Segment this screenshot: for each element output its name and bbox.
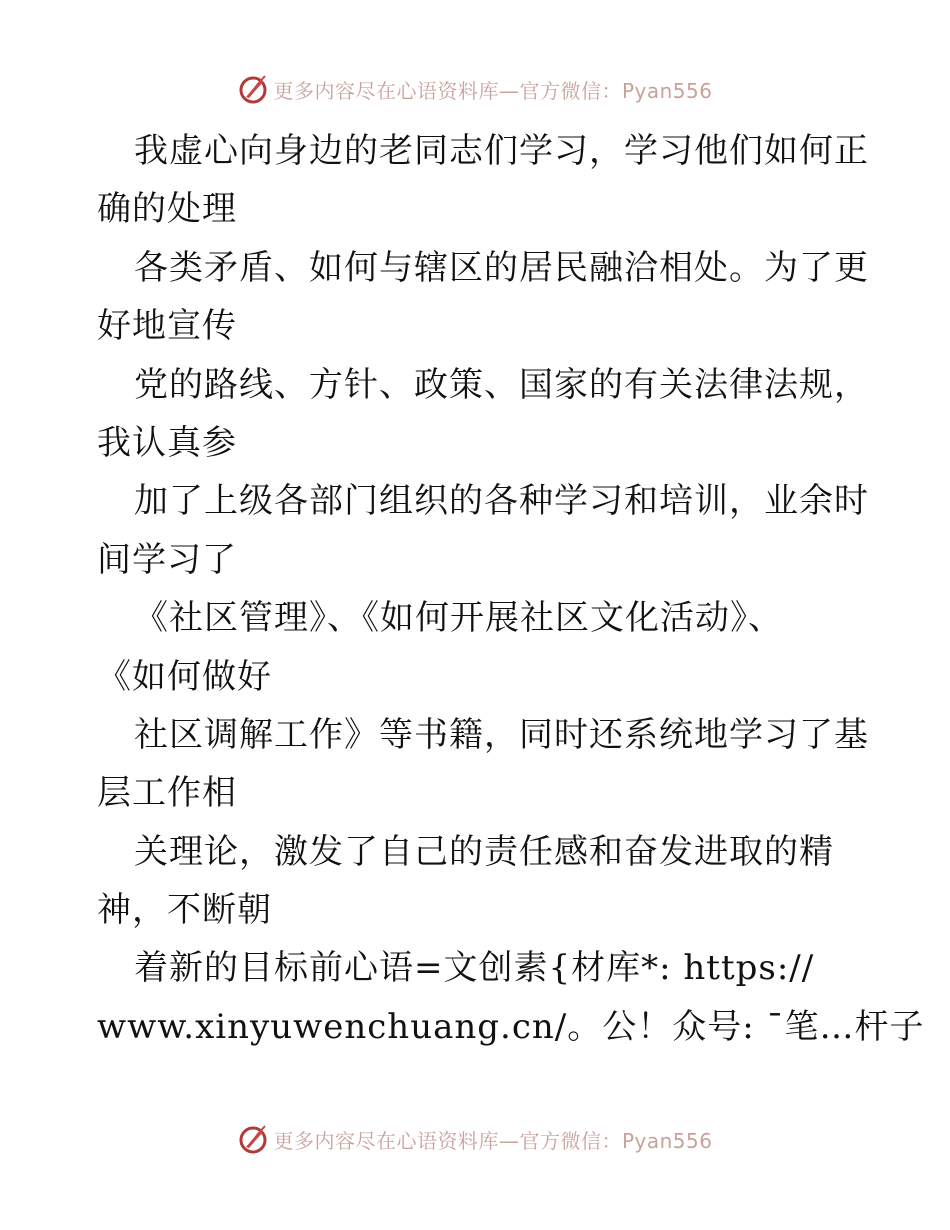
document-body — [97, 122, 925, 1056]
text-line-8: 间学习了 — [97, 539, 237, 580]
red-circle-quill-logo-icon — [237, 73, 269, 105]
red-circle-quill-logo-icon — [237, 1123, 269, 1155]
text-line-3: 各类矛盾、如何与辖区的居民融洽相处。为了更 — [134, 247, 869, 288]
text-line-13: 关理论，激发了自己的责任感和奋发进取的精 — [134, 831, 834, 872]
text-line-16: www.xinyuwenchuang.cn/。公！众号: ¯笔…杆子 — [97, 1006, 925, 1047]
header-watermark-text: 更多内容尽在心语资料库—官方微信：Pyan556 — [273, 78, 713, 103]
text-line-14: 神，不断朝 — [97, 890, 272, 931]
text-line-2: 确的处理 — [97, 189, 237, 230]
footer-watermark-banner — [0, 1119, 950, 1159]
header-watermark-banner — [0, 69, 950, 109]
text-line-15: 着新的目标前心语=文创素{材库*: https:// — [134, 948, 815, 989]
text-line-10: 《如何做好 — [97, 656, 272, 697]
text-line-1: 我虚心向身边的老同志们学习，学习他们如何正 — [134, 131, 869, 171]
text-line-5: 党的路线、方针、政策、国家的有关法律法规， — [134, 364, 869, 405]
text-line-11: 社区调解工作》等书籍，同时还系统地学习了基 — [134, 714, 869, 755]
text-line-12: 层工作相 — [97, 773, 237, 814]
footer-watermark-text: 更多内容尽在心语资料库—官方微信：Pyan556 — [273, 1128, 713, 1153]
text-line-6: 我认真参 — [97, 422, 237, 463]
text-line-9: 《社区管理》、《如何开展社区文化活动》、 — [134, 598, 783, 639]
text-line-7: 加了上级各部门组织的各种学习和培训，业余时 — [134, 481, 869, 522]
text-line-4: 好地宣传 — [97, 306, 237, 347]
